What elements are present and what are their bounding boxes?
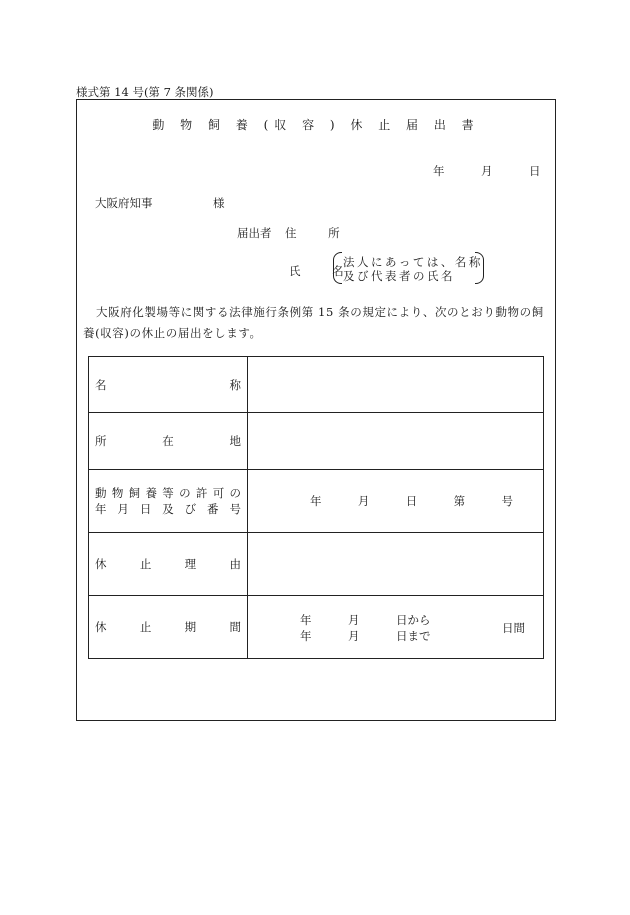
label-char: 理 xyxy=(184,557,197,571)
label-char: 休 xyxy=(95,620,107,634)
label-char: 物 xyxy=(111,486,124,500)
label-char: び xyxy=(184,502,197,516)
field-permit-date-number[interactable] xyxy=(248,470,544,533)
label-permit-line2 xyxy=(95,501,241,517)
permit-day: 日 xyxy=(405,494,418,508)
table-row xyxy=(89,533,544,596)
permit-year: 年 xyxy=(310,494,322,508)
table-row xyxy=(89,413,544,470)
field-name[interactable] xyxy=(248,357,544,413)
label-permit-line1 xyxy=(95,485,241,501)
label-permit xyxy=(89,470,248,533)
period-to-year: 年 xyxy=(300,629,312,643)
date-day: 日 xyxy=(529,164,541,178)
label-char: 動 xyxy=(95,486,107,500)
label-char: 在 xyxy=(162,434,174,448)
label-location xyxy=(89,413,248,470)
label-char: 養 xyxy=(145,486,157,500)
date-month: 月 xyxy=(481,164,493,178)
label-name xyxy=(89,357,248,413)
label-char: 等 xyxy=(162,486,174,500)
table-row xyxy=(89,470,544,533)
label-char: 日 xyxy=(139,502,152,516)
addressee-honorific: 様 xyxy=(213,196,225,210)
label-char: 許 xyxy=(195,486,208,500)
permit-number-suffix: 号 xyxy=(501,494,513,508)
field-location[interactable] xyxy=(248,413,544,470)
permit-number-prefix: 第 xyxy=(453,494,466,508)
form-number: 様式第 14 号(第 7 条関係) xyxy=(76,85,214,99)
form-frame xyxy=(76,99,556,721)
label-char: 由 xyxy=(229,557,241,571)
label-char: 飼 xyxy=(128,486,141,500)
label-char: 号 xyxy=(229,502,241,516)
label-char: の xyxy=(229,486,241,500)
date-year: 年 xyxy=(433,164,445,178)
label-char: 月 xyxy=(117,502,129,516)
label-char: 年 xyxy=(95,502,107,516)
declaration-text: 大阪府化製場等に関する法律施行条例第 15 条の規定により、次のとおり動物の飼養(収容)の休止の届出をします。 xyxy=(83,305,544,340)
label-char: 止 xyxy=(139,557,152,571)
period-from-month: 月 xyxy=(348,613,360,627)
right-parenthesis xyxy=(475,252,484,284)
label-period xyxy=(89,596,248,659)
label-char: 休 xyxy=(95,557,107,571)
period-days: 日間 xyxy=(502,621,525,635)
period-to-day: 日まで xyxy=(396,629,431,643)
applicant-label: 届出者 xyxy=(237,226,272,240)
form-title: 動 物 飼 養 (収 容 ) 休 止 届 出 書 xyxy=(152,118,480,132)
addressee-name: 大阪府知事 xyxy=(95,196,153,210)
label-char: 番 xyxy=(207,502,219,516)
label-char: 間 xyxy=(229,620,241,634)
table-row xyxy=(89,596,544,659)
name-note-line1: 法人にあっては、名称 xyxy=(343,255,483,269)
label-char: 期 xyxy=(184,620,197,634)
field-period[interactable] xyxy=(248,596,544,659)
label-char: 名 xyxy=(95,377,107,392)
name-note-line2: 及び代表者の氏名 xyxy=(343,269,455,283)
label-char: の xyxy=(179,486,191,500)
table-row xyxy=(89,357,544,413)
label-char: 所 xyxy=(95,434,107,448)
name-label: 氏 名 xyxy=(289,264,358,278)
notification-table xyxy=(88,356,544,659)
label-char: 止 xyxy=(139,620,152,634)
label-char: 及 xyxy=(162,502,174,516)
label-char: 可 xyxy=(212,486,225,500)
label-char: 地 xyxy=(229,434,241,448)
label-reason xyxy=(89,533,248,596)
period-from-year: 年 xyxy=(300,613,312,627)
permit-month: 月 xyxy=(357,494,370,508)
left-parenthesis xyxy=(333,252,342,284)
label-char: 称 xyxy=(229,377,241,392)
period-to-month: 月 xyxy=(348,629,360,643)
address-label: 住 所 xyxy=(285,226,354,240)
field-reason[interactable] xyxy=(248,533,544,596)
period-from-day: 日から xyxy=(396,613,431,627)
